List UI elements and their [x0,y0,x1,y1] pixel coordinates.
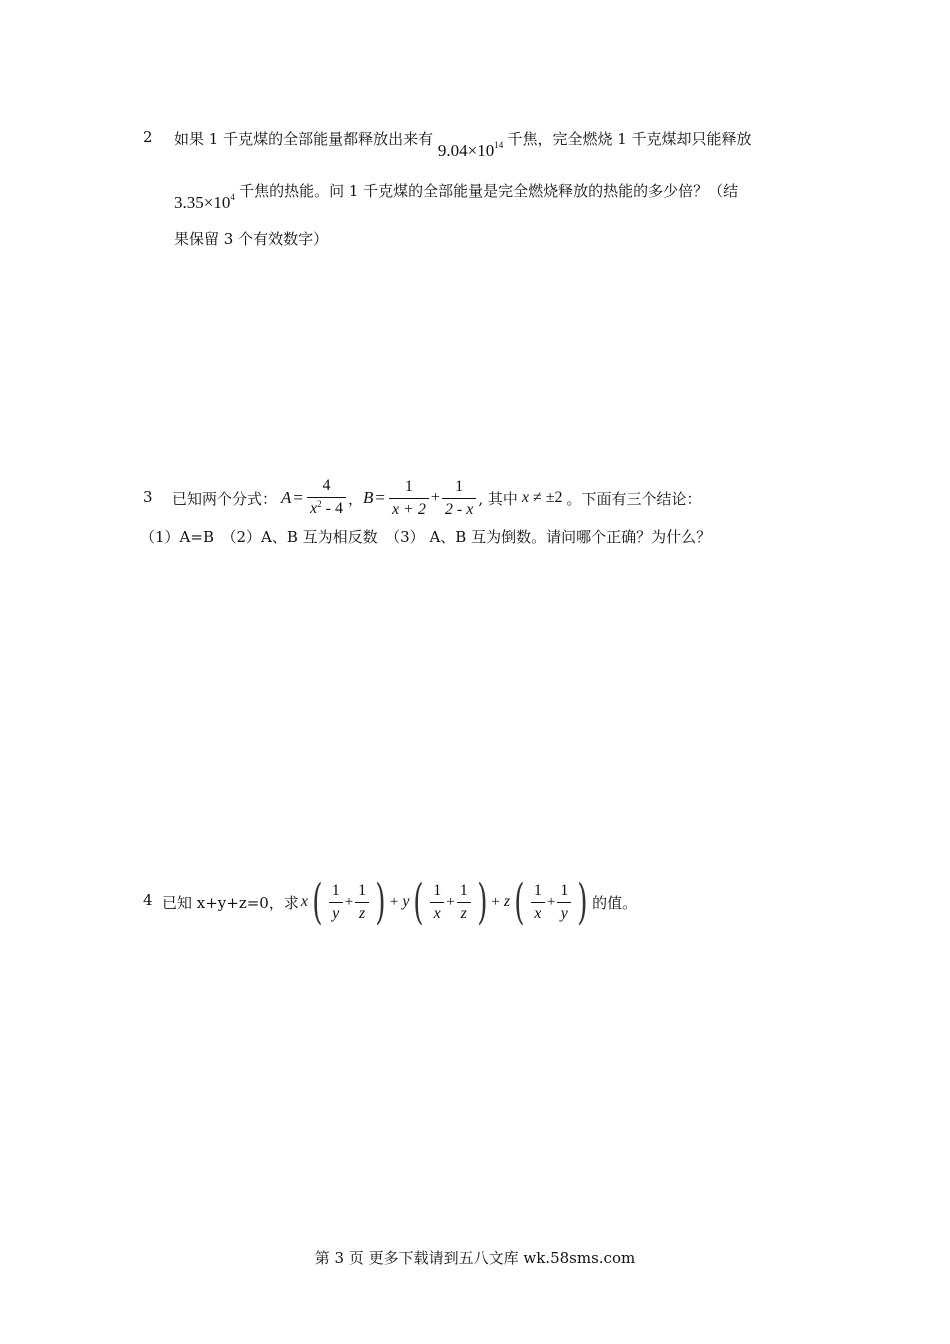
q3-cond-var: x [521,489,529,506]
q4-t3-frac2-num: 1 [560,881,569,899]
q4-t2-plus: + [446,893,455,910]
q2-text-b: 千焦，完全燃烧 1 千克煤却只能释放 [507,130,752,148]
page-footer: 第 3 页 更多下载请到五八文库 wk.58sms.com [314,1249,636,1267]
q4-intro: 已知 x+y+z=0，求 [162,893,299,912]
q3-B2-numerator: 1 [455,477,464,495]
q3-fraction-B1 [389,476,429,521]
q4-t3-var: z [503,893,511,910]
q4-t2-rparen: ) [476,874,488,930]
q4-t3-plus: + [546,893,556,910]
q4-t3-rparen: ) [577,874,588,930]
q4-t3-lparen: ( [514,874,525,930]
q2-line3: 果保留 3 个有效数字） [174,230,329,248]
q2-expr1 [438,141,508,160]
q4-plus-b: + [491,893,500,910]
q2-expr1-times: × [467,141,478,160]
q4-t2-frac2-num: 1 [459,881,468,899]
q4-t2-frac2 [457,880,471,925]
q2-number: 2 [143,128,153,146]
q4-t3-frac2-den: y [557,902,571,925]
q3-A-eq: = [293,488,303,507]
q4-t1-frac1-den: y [329,902,343,925]
q4-t2-frac1 [430,880,444,925]
q4-number: 4 [143,891,153,909]
q3-line1 [172,470,702,526]
q4-t1-frac2-num: 1 [358,881,367,899]
q2-expr1-exp: 14 [494,140,504,150]
q4-t1-var: x [300,893,308,910]
q2-expr2-mantissa: 3.35 [174,193,204,212]
q4-t1-frac2-den: z [355,902,369,925]
q2-line2 [174,180,739,212]
q4-t1-frac2 [355,880,369,925]
q3-B1-numerator: 1 [404,477,413,495]
q3-options: （1）A=B （2）A、B 互为相反数 （3） A、B 互为倒数。请问哪个正确？为什么？ [140,528,712,546]
q3-B1-denominator: x + 2 [389,498,429,521]
q3-A-den-var: x [310,500,318,517]
q4-t3-frac1-num: 1 [533,881,542,899]
q3-A-den-rest: - 4 [321,500,343,517]
q3-cond-text: , 其中 [478,489,518,508]
q4-t2-var: y [402,893,410,910]
q4-t1-lparen: ( [312,874,323,930]
q4-t2-frac1-num: 1 [433,881,442,899]
q4-t1-rparen: ) [375,874,386,930]
q3-fraction-B2 [442,476,476,521]
q2-expr2-base: 10 [213,193,231,212]
q3-comma: ， [347,489,363,508]
q3-cond-rel: ≠ ±2 [532,489,563,506]
q4-t1-frac1-num: 1 [331,881,340,899]
q3-B-eq: = [375,488,385,507]
q3-B-plus: + [430,489,440,506]
q4-line [162,874,637,930]
q4-t2-lparen: ( [413,874,425,930]
q2-line2-text: 千焦的热能。问 1 千克煤的全部能量是完全燃烧释放的热能的多少倍？（结 [239,182,739,200]
q4-t2-frac1-den: x [430,902,444,925]
q2-expr1-base: 10 [477,141,495,160]
q3-B-label: B [362,488,374,507]
q2-expr2 [174,193,239,212]
q2-expr2-times: × [203,193,214,212]
q4-t2-frac2-den: z [457,902,471,925]
q3-A-label: A [281,488,292,507]
q4-t1-frac1 [329,880,343,925]
q2-line1 [174,128,752,160]
q3-intro: 已知两个分式： [172,489,278,508]
q4-t3-frac1-den: x [531,902,545,925]
q3-A-denominator [307,497,346,521]
q3-number: 3 [143,488,153,506]
q2-text-a: 如果 1 千克煤的全部能量都释放出来有 [174,130,434,148]
q3-B2-denominator: 2 - x [442,498,476,521]
q4-t1-plus: + [344,893,354,910]
q3-A-den-exp: 2 [317,499,322,509]
q3-after-text: 。下面有三个结论： [566,489,702,508]
q4-t3-frac1 [531,880,545,925]
q4-plus-a: + [389,893,399,910]
q4-t3-frac2 [557,880,571,925]
q4-tail: 的值。 [592,893,638,912]
q3-A-numerator: 4 [322,477,331,494]
q3-fraction-A [307,475,346,521]
q2-expr2-exp: 4 [230,192,235,202]
q2-expr1-mantissa: 9.04 [437,141,468,160]
